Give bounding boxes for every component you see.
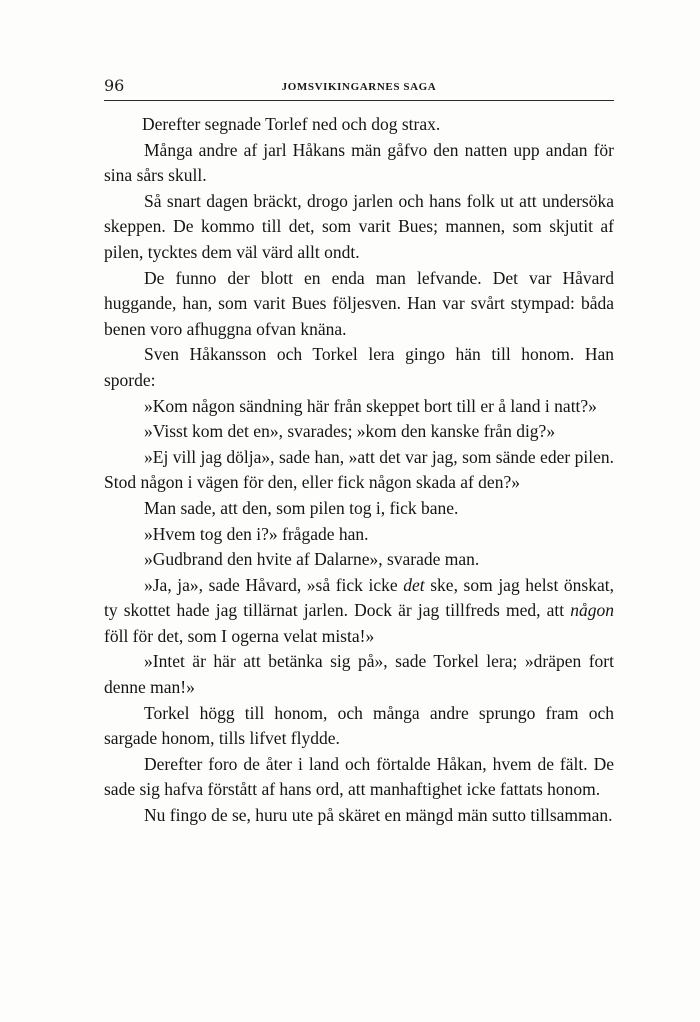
paragraph: Nu fingo de se, huru ute på skäret en mängd män sutto tillsamman. bbox=[144, 805, 613, 826]
paragraph: Man sade, att den, som pilen tog i, fick bane. bbox=[144, 497, 459, 518]
paragraph: »Hvem tog den i?» frågade han. bbox=[144, 523, 369, 544]
paragraph: »Ja, ja», sade Håvard, »så fick icke det ske, som jag helst önskat, ty skottet hade jag tillärnat jarlen. Dock är jag tillfreds med, att någon föll för det, som I ogerna velat mista!» bbox=[104, 574, 614, 646]
paragraph: »Kom någon sändning här från skeppet bort till er å land i natt?» bbox=[144, 395, 597, 416]
running-title: JOMSVIKINGARNES SAGA bbox=[281, 81, 437, 93]
body-text bbox=[104, 112, 614, 829]
paragraph: De funno der blott en enda man lefvande. Det var Håvard huggande, han, som varit Bues följesven. Han var svårt stympad: båda benen voro afhuggna ofvan knäna. bbox=[104, 267, 614, 339]
paragraph: Så snart dagen bräckt, drogo jarlen och hans folk ut att undersöka skeppen. De kommo till det, som varit Bues; mannen, som skjutit af pilen, tycktes dem väl värd allt ondt. bbox=[104, 190, 614, 262]
paragraph: »Intet är här att betänka sig på», sade Torkel lera; »dräpen fort denne man!» bbox=[104, 651, 614, 698]
page-number: 96 bbox=[104, 76, 125, 95]
paragraph: Många andre af jarl Håkans män gåfvo den natten upp andan för sina sårs skull. bbox=[104, 139, 614, 186]
paragraph: »Visst kom det en», svarades; »kom den kanske från dig?» bbox=[144, 421, 556, 442]
paragraph: »Ej vill jag dölja», sade han, »att det var jag, som sände eder pilen. Stod någon i vägen för den, eller fick någon skada af den?» bbox=[104, 446, 614, 493]
emphasis-nagon: någon bbox=[570, 600, 614, 621]
emphasis-det: det bbox=[403, 574, 425, 595]
paragraph: Sven Håkansson och Torkel lera gingo hän till honom. Han sporde: bbox=[104, 344, 614, 390]
paragraph: Derefter segnade Torlef ned och dog strax. bbox=[142, 114, 441, 134]
paragraph: Torkel högg till honom, och många andre sprungo fram och sargade honom, tills lifvet flydde. bbox=[104, 702, 614, 749]
paragraph: »Gudbrand den hvite af Dalarne», svarade man. bbox=[144, 549, 480, 570]
running-header bbox=[104, 76, 614, 101]
paragraph: Derefter foro de åter i land och förtalde Håkan, hvem de fält. De sade sig hafva förstått af hans ord, att manhaftighet icke fattats honom. bbox=[104, 753, 614, 800]
